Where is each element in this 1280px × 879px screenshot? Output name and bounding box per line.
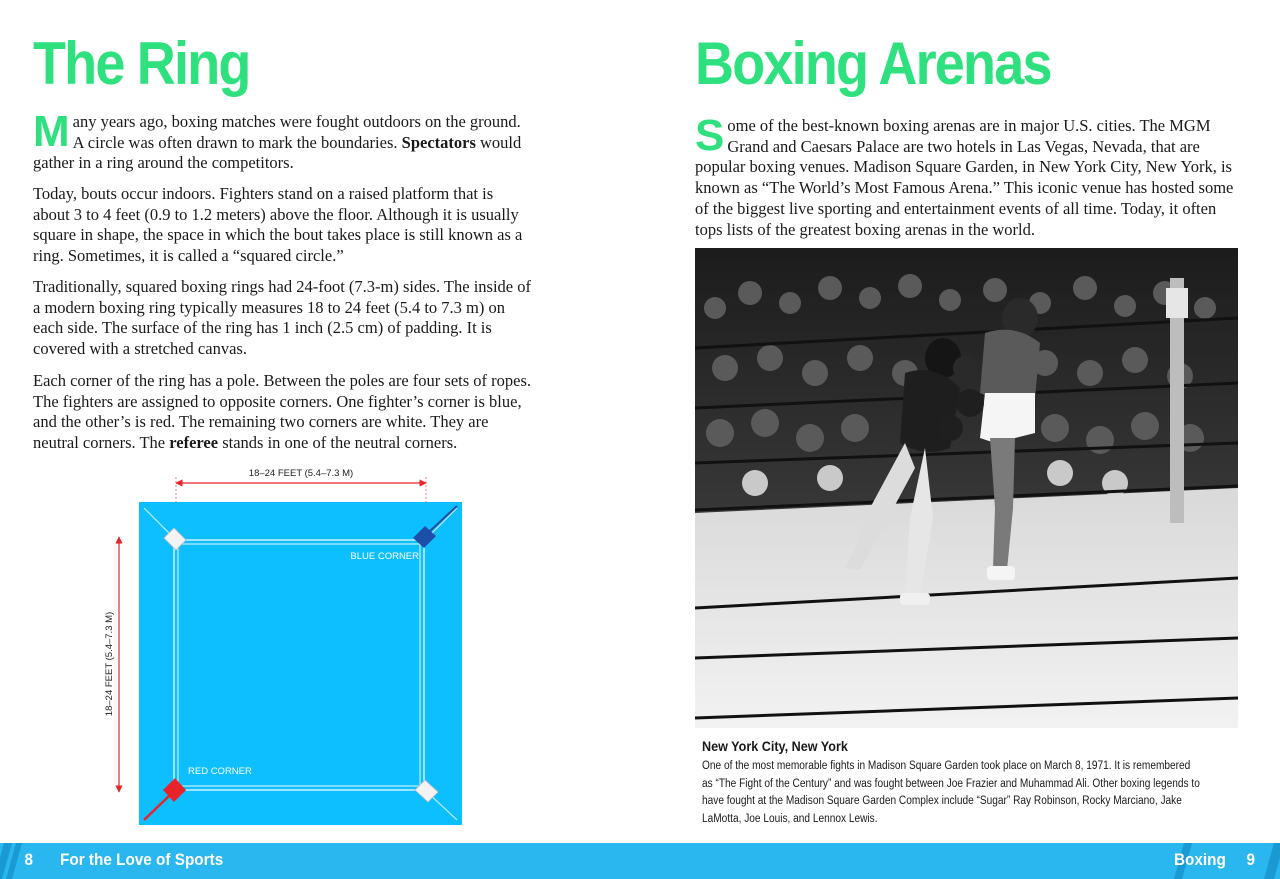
dropcap-m: M (33, 107, 70, 156)
right-stripe-decoration-2 (1244, 843, 1280, 879)
blue-corner-label: BLUE CORNER (350, 551, 419, 562)
red-corner-label: RED CORNER (188, 766, 252, 777)
footer-bar (0, 843, 1280, 879)
left-paragraph-3: Traditionally, squared boxing rings had 24-foot (7.3-m) sides. The inside of a modern boxing ring typically measures 18 to 24 feet (5.4 to 7.3 m) on each side. The surface of the ring has 1 inch (2.5 cm) of padding. It is covered with a stretched canvas. (33, 277, 531, 359)
photo-caption-body: One of the most memorable fights in Madison Square Garden took place on March 8, 1971. It is remembered as “The Fight of the Century” and was fought between Joe Frazier and Muhammad Ali. Other boxing legends to have fought at the Madison Square Garden Complex include “Sugar” Ray Robinson, Rocky Marciano, Jake LaMotta, Joe Louis, and Lennox Lewis. (702, 760, 1200, 825)
boxing-match-photo (695, 248, 1238, 728)
left-series-title: For the Love of Sports (60, 850, 224, 869)
height-label: 18–24 FEET (5.4–7.3 M) (104, 611, 115, 717)
left-paragraph-2: Today, bouts occur indoors. Fighters stand on a raised platform that is about 3 to 4 feet (0.9 to 1.2 meters) above the floor. Although it is usually square in shape, the space in which the bout takes place is still known as a ring. Sometimes, it is called a “squared circle.” (33, 184, 523, 266)
term-referee: referee (169, 433, 219, 453)
right-paragraph-1: Some of the best-known boxing arenas are in major U.S. cities. The MGM Grand and Caesars Palace are two hotels in Las Vegas, Nevada, that are popular boxing venues. Madison Square Garden, in New York City, New York, is known as “The World’s Most Famous Arena.” This iconic venue has hosted some of the biggest live sporting and entertainment events of all time. Today, it often tops lists of the greatest boxing arenas in the world. (695, 111, 1234, 239)
photo-caption-title: New York City, New York (702, 738, 848, 754)
right-page-number: 9 (1246, 850, 1255, 869)
left-page-title: The Ring (33, 30, 250, 97)
term-spectators: Spectators (401, 132, 476, 152)
left-page-number: 8 (24, 850, 33, 869)
right-section-title: Boxing (1174, 850, 1226, 869)
left-paragraph-1: Many years ago, boxing matches were fought outdoors on the ground. A circle was often drawn to mark the boundaries. Spectators would gather in a ring around the competitors. (33, 107, 522, 173)
right-page-title: Boxing Arenas (695, 30, 1051, 97)
width-label: 18–24 FEET (5.4–7.3 M) (248, 468, 354, 479)
boxing-ring-diagram (90, 462, 490, 834)
left-paragraph-4: Each corner of the ring has a pole. Between the poles are four sets of ropes. The fighters are assigned to opposite corners. One fighter’s corner is blue, and the other’s is red. The remaining two corners are white. They are neutral corners. The referee stands in one of the neutral corners. (33, 371, 532, 453)
dropcap-s: S (695, 111, 725, 160)
